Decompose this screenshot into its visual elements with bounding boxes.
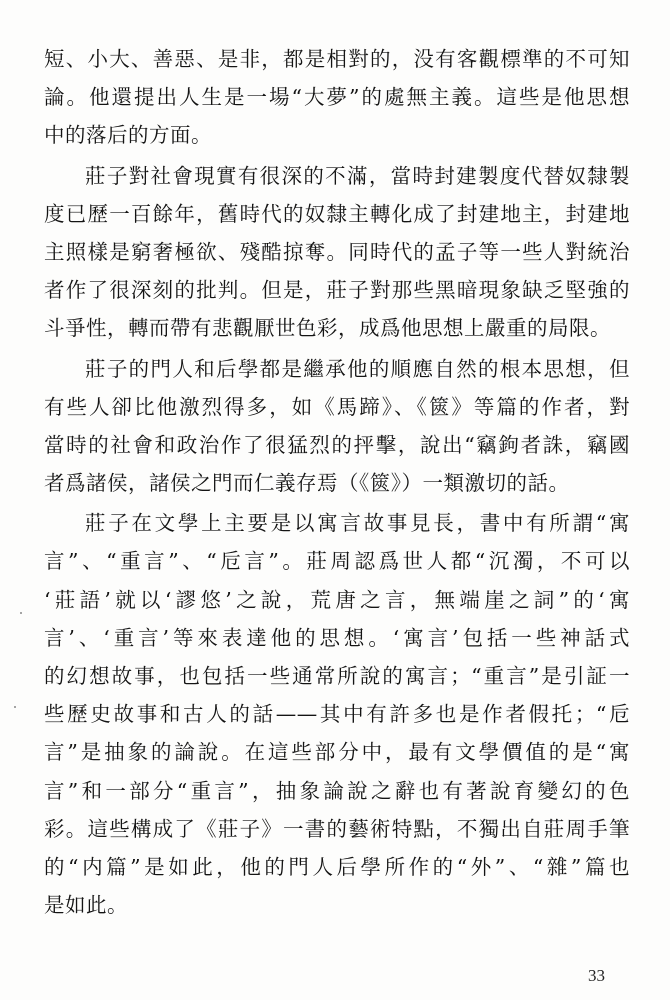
text-line: 言’、‘重言’等來表達他的思想。‘寓言’包括一些神話式 [44, 625, 630, 650]
body-text [44, 40, 630, 924]
text-line: 斗爭性，轉而帶有悲觀厭世色彩，成爲他思想上嚴重的局限。 [44, 316, 611, 341]
text-line: 言”、“重言”、“卮言”。莊周認爲世人都“沉濁，不可以 [44, 549, 630, 574]
text-line: 主照樣是窮奢極欲、殘酷掠奪。同時代的孟子等一些人對統治 [44, 239, 630, 264]
text-line: 莊子的門人和后學都是繼承他的順應自然的根本思想，但 [85, 356, 630, 381]
text-line: 莊子對社會現實有很深的不滿，當時封建製度代替奴隸製 [85, 163, 630, 188]
scan-speck [20, 612, 22, 614]
paragraph [44, 157, 630, 348]
text-line: 言”和一部分“重言”，抽象論說之辭也有著說育變幻的色 [44, 778, 630, 803]
text-line: 的幻想故事，也包括一些通常所說的寓言；“重言”是引証一 [44, 664, 630, 688]
text-line: 有些人卻比他激烈得多，如《馬蹄》、《篋》等篇的作者，對 [44, 394, 630, 419]
paragraph [44, 504, 630, 924]
text-line: 者爲諸侯，諸侯之門而仁義存焉（《篋》）一類激切的話。 [44, 471, 570, 496]
text-line: 言”是抽象的論說。在這些部分中，最有文學價值的是“寓 [44, 740, 630, 765]
text-line: 是如此。 [44, 893, 128, 918]
text-line: 莊子在文學上主要是以寓言故事見長，書中有所謂“寓 [85, 511, 630, 536]
scan-speck [14, 706, 16, 708]
text-line: 些歷史故事和古人的話——其中有許多也是作者假托；“卮 [44, 702, 630, 727]
text-line: 者作了很深刻的批判。但是，莊子對那些黑暗現象缺乏堅強的 [44, 278, 630, 303]
text-line: 的“内篇”是如此，他的門人后學所作的“外”、“雜”篇也 [44, 854, 630, 879]
text-line: 度已歷一百餘年，舊時代的奴隸主轉化成了封建地主，封建地 [44, 201, 630, 226]
page-number: 33 [588, 966, 605, 985]
text-line: 論。他還提出人生是一場“大夢”的處無主義。這些是他思想 [44, 85, 630, 110]
text-line: 短、小大、善惡、是非，都是相對的，没有客觀標準的不可知 [44, 47, 630, 71]
text-line: ‘莊語’就以‘謬悠’之說，荒唐之言，無端崖之詞”的‘寓 [44, 587, 630, 612]
text-line: 彩。這些構成了《莊子》一書的藝術特點，不獨出自莊周手筆 [44, 816, 630, 841]
text-line: 中的落后的方面。 [44, 123, 212, 148]
paragraph [44, 40, 630, 155]
paragraph [44, 350, 630, 503]
text-line: 當時的社會和政治作了很猛烈的抨擊，說出“竊鉤者誅，竊國 [44, 432, 630, 457]
